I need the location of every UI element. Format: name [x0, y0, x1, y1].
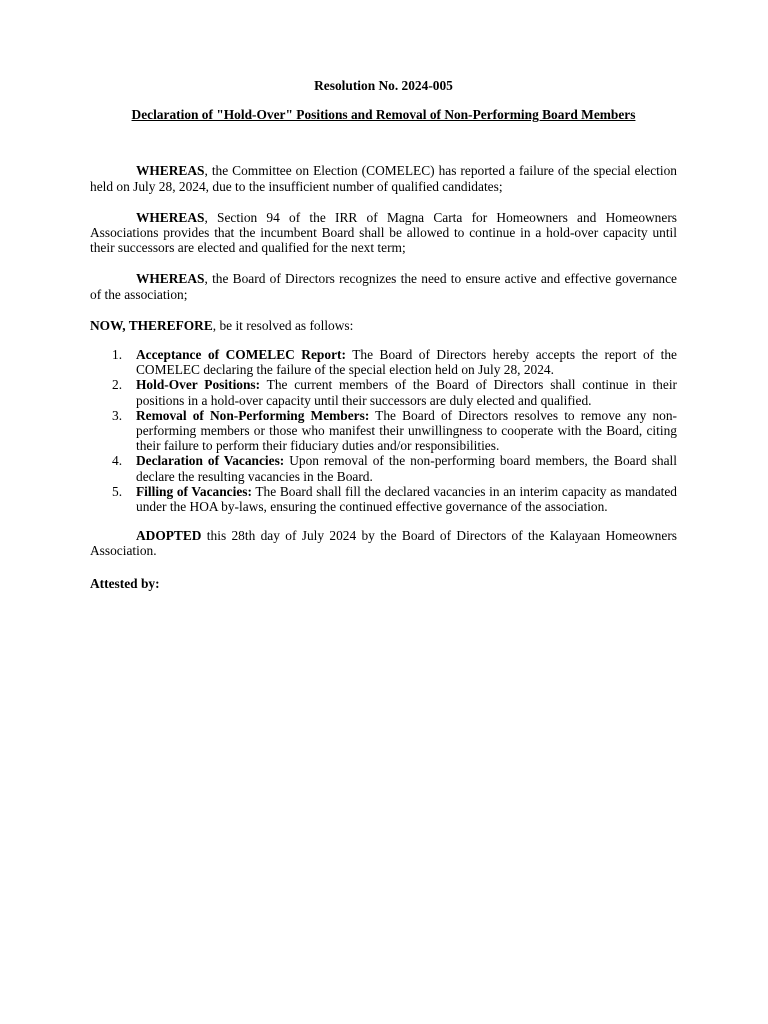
whereas-lead: WHEREAS	[136, 209, 205, 225]
list-item	[90, 484, 677, 514]
adopted-clause	[90, 528, 677, 558]
item-text: Upon removal of the non-performing board members, the Board shall declare the resulting vacancies in the Board.	[136, 453, 677, 484]
document-subtitle: Declaration of "Hold-Over" Positions and Removal of Non-Performing Board Members	[131, 107, 636, 123]
therefore-clause	[90, 318, 677, 333]
attested-by-label: Attested by:	[90, 575, 160, 591]
list-item	[90, 453, 677, 483]
item-text: The current members of the Board of Directors shall continue in their positions in a hold-over capacity until their successors are duly elected and qualified.	[136, 377, 677, 408]
therefore-lead: NOW, THEREFORE	[90, 317, 213, 333]
whereas-text: , Section 94 of the IRR of Magna Carta for Homeowners and Homeowners Associations provides that the incumbent Board shall be allowed to continue in a hold-over capacity until their successors are elected and qualified for the next term;	[90, 209, 677, 256]
item-number: 4.	[112, 453, 123, 469]
item-heading: Removal of Non-Performing Members:	[136, 407, 370, 423]
whereas-clause-1	[90, 163, 677, 193]
item-text: The Board shall fill the declared vacancies in an interim capacity as mandated under the HOA by-laws, ensuring the continued effective governance of the association.	[136, 483, 678, 515]
item-heading: Declaration of Vacancies:	[136, 453, 285, 469]
list-item	[90, 347, 677, 377]
adopted-text: this 28th day of July 2024 by the Board of Directors of the Kalayaan Homeowners Association.	[90, 528, 677, 559]
list-item	[90, 377, 677, 407]
whereas-clause-2	[90, 210, 677, 256]
item-number: 3.	[112, 407, 123, 423]
whereas-lead: WHEREAS	[136, 163, 205, 179]
item-number: 1.	[112, 347, 123, 363]
whereas-text: , the Committee on Election (COMELEC) has reported a failure of the special election held on July 28, 2024, due to the insufficient number of qualified candidates;	[90, 163, 677, 194]
whereas-lead: WHEREAS	[136, 271, 205, 287]
whereas-text: , the Board of Directors recognizes the need to ensure active and effective governance of the association;	[90, 271, 677, 302]
list-item	[90, 408, 677, 454]
item-text: The Board of Directors hereby accepts the report of the COMELEC declaring the failure of the special election held on July 28, 2024.	[136, 347, 677, 378]
resolution-document	[90, 78, 677, 591]
item-heading: Acceptance of COMELEC Report:	[136, 347, 346, 363]
resolution-items	[90, 347, 677, 514]
item-heading: Filling of Vacancies:	[136, 483, 252, 499]
adopted-lead: ADOPTED	[136, 528, 202, 544]
therefore-text: , be it resolved as follows:	[212, 317, 354, 333]
item-text: The Board of Directors resolves to remove any non-performing members or those who manifest their unwillingness to cooperate with the Board, citing their failure to perform their fiduciary duties and/or responsibilities.	[136, 407, 678, 454]
whereas-clause-3	[90, 271, 677, 301]
item-number: 5.	[112, 483, 123, 499]
document-title: Resolution No. 2024-005	[314, 78, 453, 93]
item-number: 2.	[112, 377, 123, 393]
item-heading: Hold-Over Positions:	[136, 377, 261, 393]
